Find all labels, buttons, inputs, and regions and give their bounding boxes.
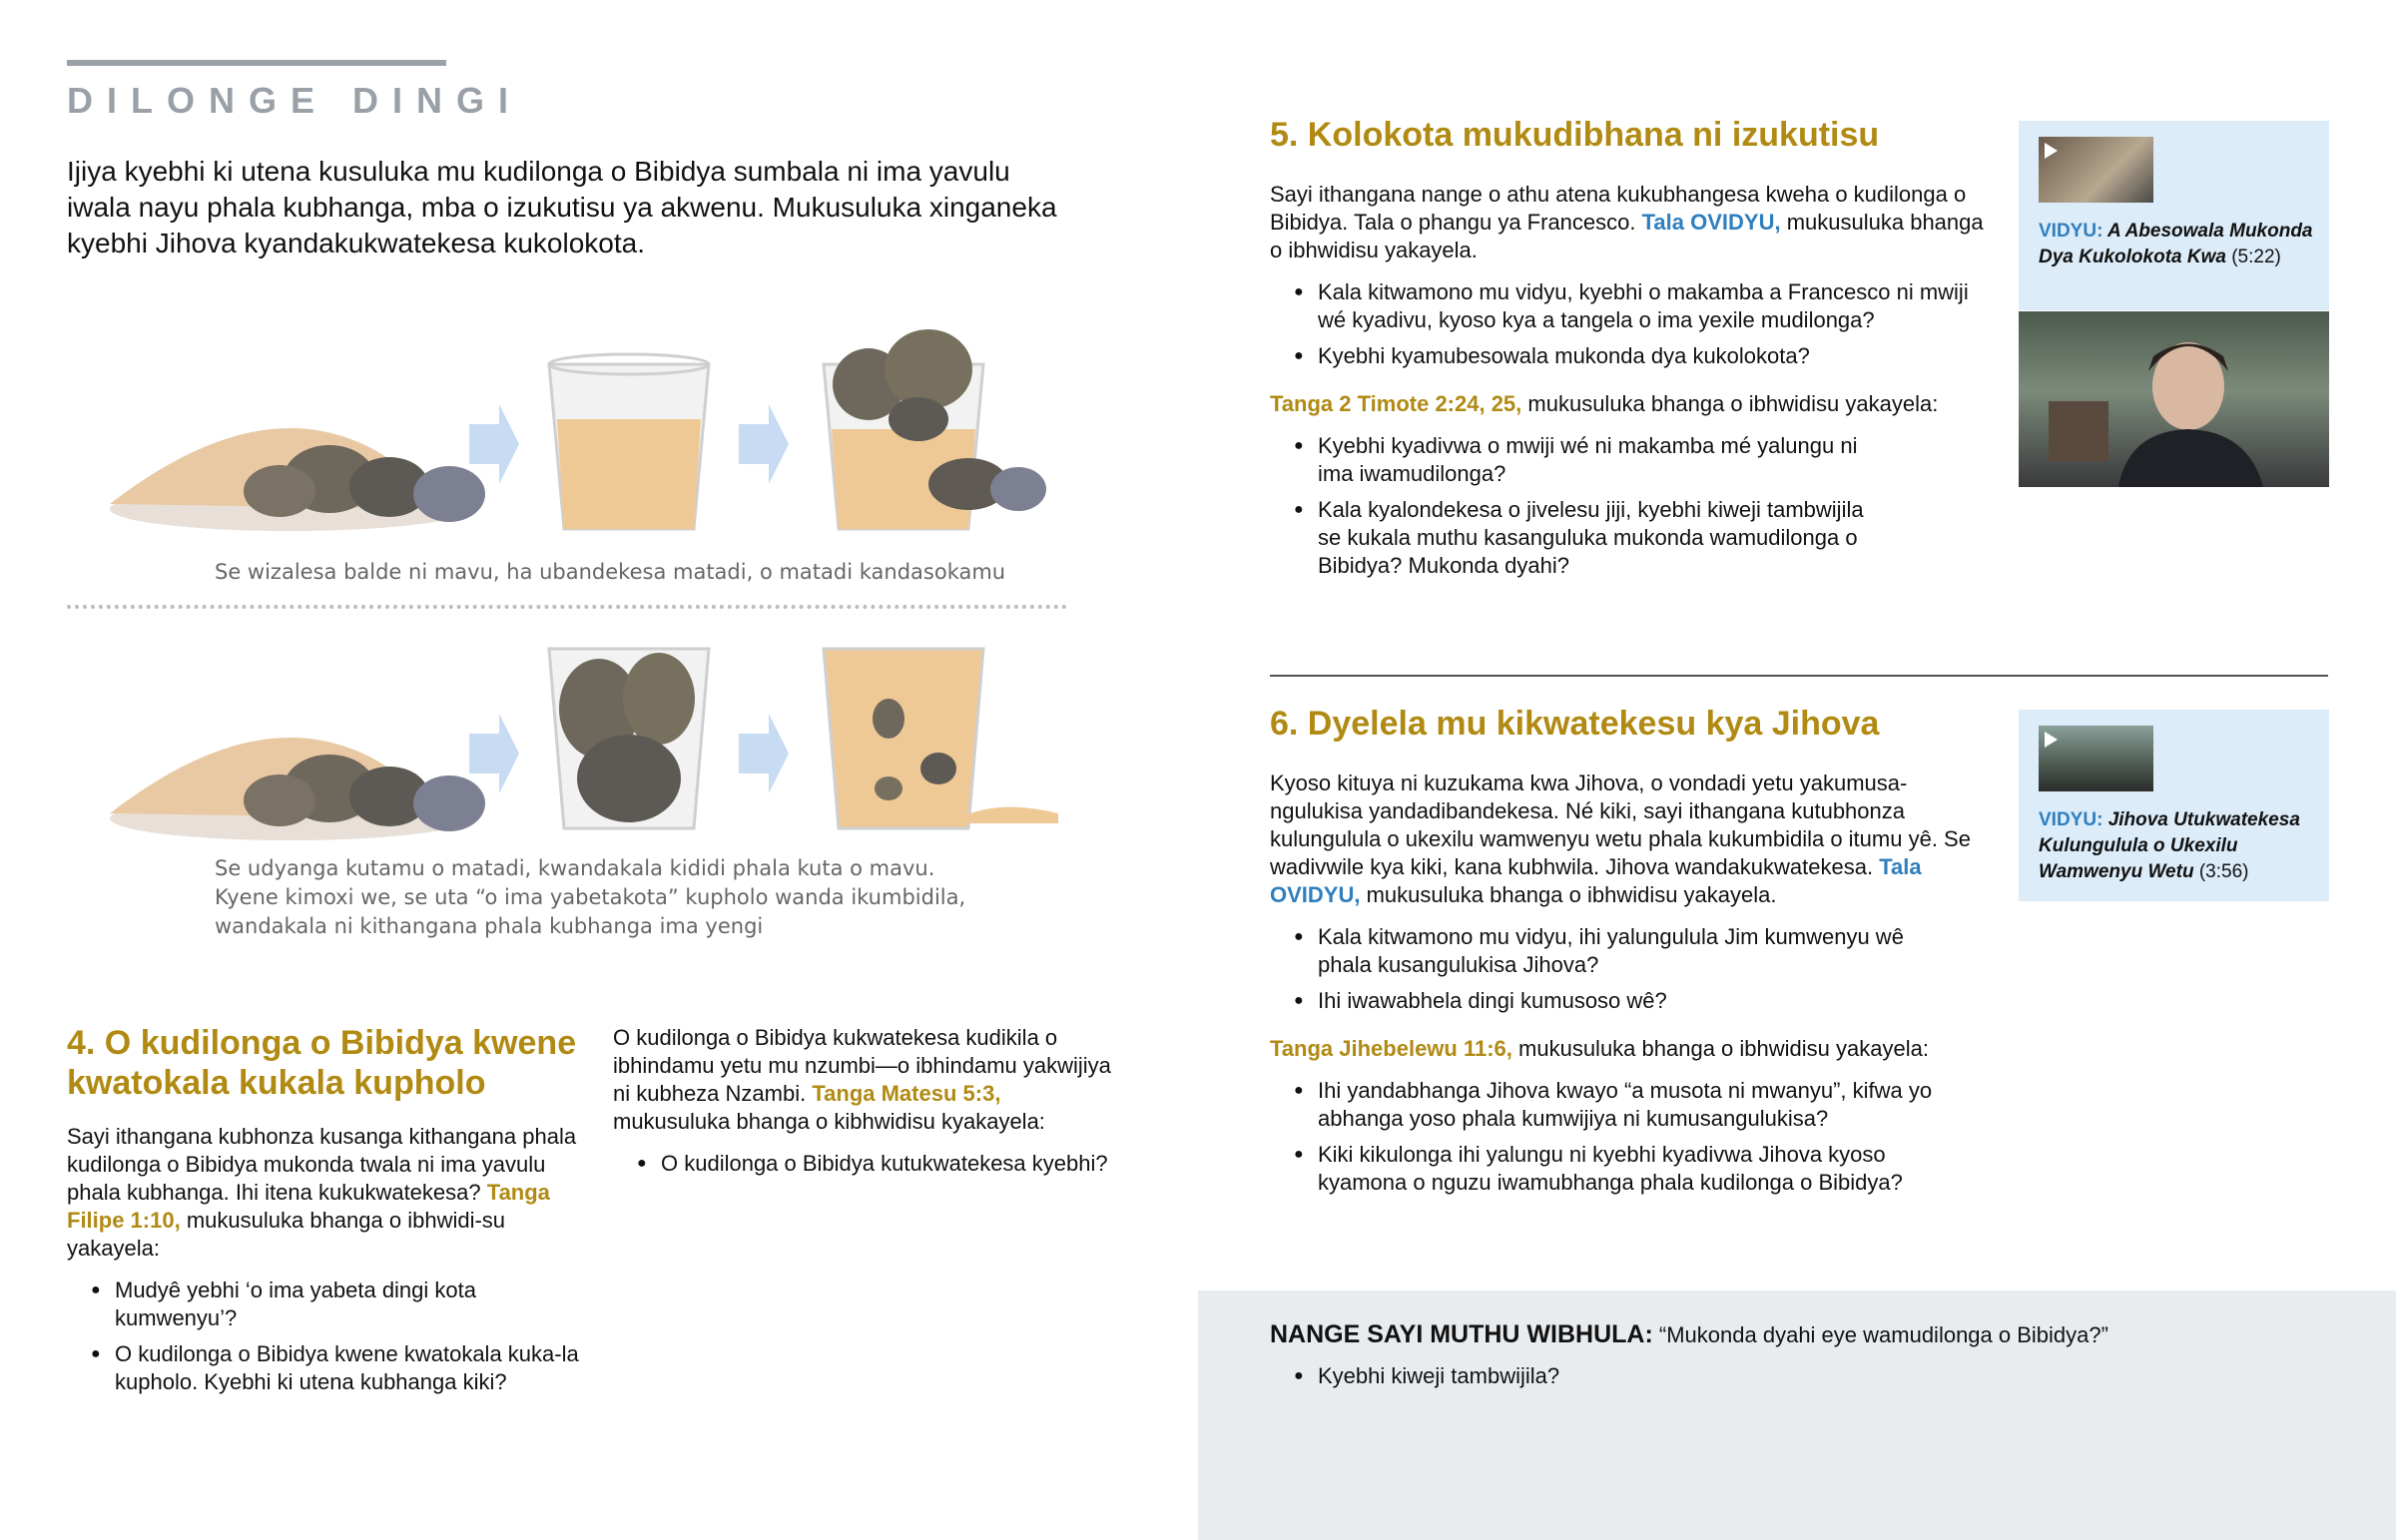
video-card-5[interactable] bbox=[2019, 121, 2329, 310]
list-item: ● Ihi iwawabhela dingi kumusoso wê? bbox=[1270, 987, 1909, 1015]
question-bullets bbox=[1270, 1362, 2328, 1390]
section-4-body bbox=[67, 1123, 596, 1396]
question-panel-content bbox=[1270, 1317, 2328, 1398]
illustration-sand-then-rocks bbox=[100, 309, 1078, 539]
question-heading-line bbox=[1270, 1317, 2328, 1352]
list-item: ● Kiki kikulonga ihi yalungu ni kyebhi kyadivwa Jihova kyoso kyamona o nguzu iwamubhanga phala kudilonga o Bibidya? bbox=[1270, 1141, 1939, 1197]
video-caption: VIDYU: Jihova Utukwatekesa Kulungulula o Ukexilu Wamwenyu Wetu (3:56) bbox=[2039, 809, 2300, 882]
play-icon bbox=[2045, 732, 2058, 748]
section-6-para: Kyoso kituya ni kuzukama kwa Jihova, o vondadi yetu yakumusa-ngulukisa yandadibandekesa. Né kiki, sayi ithangana kutubhonza kulungulula o ukexilu wamwenyu wetu phala kukumbidila o itumu yê. Se wadivwile kya kiki, kana kubhwila. Jihova wandakukwatekesa. Tala OVIDYU, mukusuluka bhanga o ibhwidisu yakayela. bbox=[1270, 770, 1971, 907]
list-item: ● Mudyê yebhi ‘o ima yabeta dingi kota kumwenyu’? bbox=[67, 1277, 596, 1332]
question-quote: “Mukonda dyahi eye wamudilonga o Bibidya?” bbox=[1652, 1322, 2108, 1347]
section-4-title-line-1: 4. O kudilonga o Bibidya kwene bbox=[67, 1024, 577, 1062]
list-item: ● Kala kyalondekesa o jivelesu jiji, kyebhi kiweji tambwijila se kukala muthu kasanguluka mukonda wamudilonga o Bibidya? Mukonda dyahi? bbox=[1270, 496, 1879, 580]
video-thumbnail[interactable] bbox=[2039, 137, 2153, 203]
list-item: ● O kudilonga o Bibidya kwene kwatokala kuka-la kupholo. Kyebhi ki utena kubhanga kiki? bbox=[67, 1340, 596, 1396]
section-4-bullets-1 bbox=[67, 1277, 596, 1396]
section-6-ref-para: Tanga Jihebelewu 11:6, mukusuluka bhanga o ibhwidisu yakayela: bbox=[1270, 1036, 1929, 1061]
section-6-bullets-1 bbox=[1270, 923, 1909, 1015]
illustration-rocks-then-sand bbox=[100, 629, 1078, 848]
portrait-figure bbox=[2019, 311, 2329, 487]
section-5-para: Sayi ithangana nange o athu atena kukubhangesa kweha o kudilonga o Bibidya. Tala o phangu ya Francesco. Tala OVIDYU, mukusuluka bhanga o ibhwidisu yakayela. bbox=[1270, 182, 1984, 262]
question-heading: NANGE SAYI MUTHU WIBHULA: bbox=[1270, 1320, 1653, 1348]
list-item: ● Kyebhi kyadivwa o mwiji wé ni makamba mé yalungu ni ima iwamudilonga? bbox=[1270, 432, 1879, 488]
section-kicker: DILONGE DINGI bbox=[67, 80, 523, 121]
section-6-body bbox=[1270, 770, 1989, 1197]
section-4-para-2: O kudilonga o Bibidya kukwatekesa kudikila o ibhindamu yetu mu nzumbi—o ibhindamu yakwijiya ni kubheza Nzambi. Tanga Matesu 5:3, mukusuluka bhanga o kibhwidisu kyakayela: bbox=[613, 1025, 1111, 1134]
section-6 bbox=[1270, 704, 1989, 1205]
caption-bottom-line-1: Se udyanga kutamu o matadi, kwandakala kididi phala kuta o mavu. bbox=[215, 856, 935, 880]
caption-bottom bbox=[215, 854, 965, 941]
list-item: ● Ihi yandabhanga Jihova kwayo “a musota ni mwanyu”, kifwa yo abhanga yoso phala kumwijiya ni kumusangulukisa? bbox=[1270, 1077, 1939, 1133]
list-item: ● O kudilonga o Bibidya kutukwatekesa kyebhi? bbox=[613, 1150, 1112, 1178]
video-still-image bbox=[2019, 311, 2329, 487]
section-divider bbox=[1270, 675, 2328, 677]
section-4-title-line-2: kwatokala kukala kupholo bbox=[67, 1064, 486, 1102]
caption-bottom-line-2: Kyene kimoxi we, se uta “o ima yabetakota” kupholo wanda ikumbidila, bbox=[215, 885, 966, 909]
section-4-para-1: Sayi ithangana kubhonza kusanga kithangana phala kudilonga o Bibidya mukonda twala ni ima yavulu phala kubhanga. Ihi itena kukukwatekesa? Tanga Filipe 1:10, mukusuluka bhanga o ibhwidi-su yakayela: bbox=[67, 1124, 577, 1261]
list-item: ● Kyebhi kyamubesowala mukonda dya kukolokota? bbox=[1270, 342, 1989, 370]
section-6-bullets-2 bbox=[1270, 1077, 1939, 1197]
caption-top: Se wizalesa balde ni mavu, ha ubandekesa matadi, o matadi kandasokamu bbox=[215, 560, 1006, 584]
section-4-ref-2[interactable]: Tanga Matesu 5:3, bbox=[812, 1081, 1001, 1106]
list-item: ● Kala kitwamono mu vidyu, ihi yalungulula Jim kumwenyu wê phala kusangulukisa Jihova? bbox=[1270, 923, 1909, 979]
section-5-bullets-2 bbox=[1270, 432, 1879, 580]
section-5-body bbox=[1270, 181, 1989, 580]
video-card-6[interactable] bbox=[2019, 710, 2329, 901]
caption-bottom-line-3: wandakala ni kithangana phala kubhanga ima yengi bbox=[215, 914, 764, 938]
video-caption: VIDYU: A Abesowala Mukonda Dya Kukolokota Kwa (5:22) bbox=[2039, 221, 2313, 267]
intro-text: Ijiya kyebhi ki utena kusuluka mu kudilonga o Bibidya sumbala ni ima yavulu iwala nayu phala kubhanga, mba o izukutisu ya akwenu. Mukusuluka xinganeka kyebhi Jihova kyandakukwatekesa kukolokota. bbox=[67, 156, 1057, 258]
section-4-bullets-2 bbox=[613, 1150, 1112, 1178]
video-thumbnail[interactable] bbox=[2039, 726, 2153, 791]
list-item: ● Kala kitwamono mu vidyu, kyebhi o makamba a Francesco ni mwiji wé kyadivu, kyoso kya a tangela o ima yexile mudilonga? bbox=[1270, 278, 1989, 334]
section-4-left bbox=[67, 1023, 596, 1404]
list-item: ● Kyebhi kiweji tambwijila? bbox=[1270, 1362, 2328, 1390]
dotted-divider bbox=[67, 605, 1067, 609]
section-6-video-link[interactable]: Tala OVIDYU, bbox=[1270, 854, 1922, 907]
section-6-title: 6. Dyelela mu kikwatekesu kya Jihova bbox=[1270, 705, 1880, 743]
section-5-video-link[interactable]: Tala OVIDYU, bbox=[1641, 210, 1781, 235]
section-5-title: 5. Kolokota mukudibhana ni izukutisu bbox=[1270, 116, 1880, 154]
section-6-ref[interactable]: Tanga Jihebelewu 11:6, bbox=[1270, 1036, 1512, 1061]
section-5 bbox=[1270, 115, 1989, 588]
kicker-bar bbox=[67, 60, 446, 66]
section-4-title bbox=[67, 1023, 596, 1103]
section-5-ref[interactable]: Tanga 2 Timote 2:24, 25, bbox=[1270, 391, 1522, 416]
section-5-bullets-1 bbox=[1270, 278, 1989, 370]
section-5-ref-para: Tanga 2 Timote 2:24, 25, mukusuluka bhanga o ibhwidisu yakayela: bbox=[1270, 391, 1939, 416]
section-4-right bbox=[613, 1024, 1112, 1186]
play-icon bbox=[2045, 143, 2058, 159]
section-4-ref-1[interactable]: Tanga Filipe 1:10, bbox=[67, 1180, 550, 1233]
